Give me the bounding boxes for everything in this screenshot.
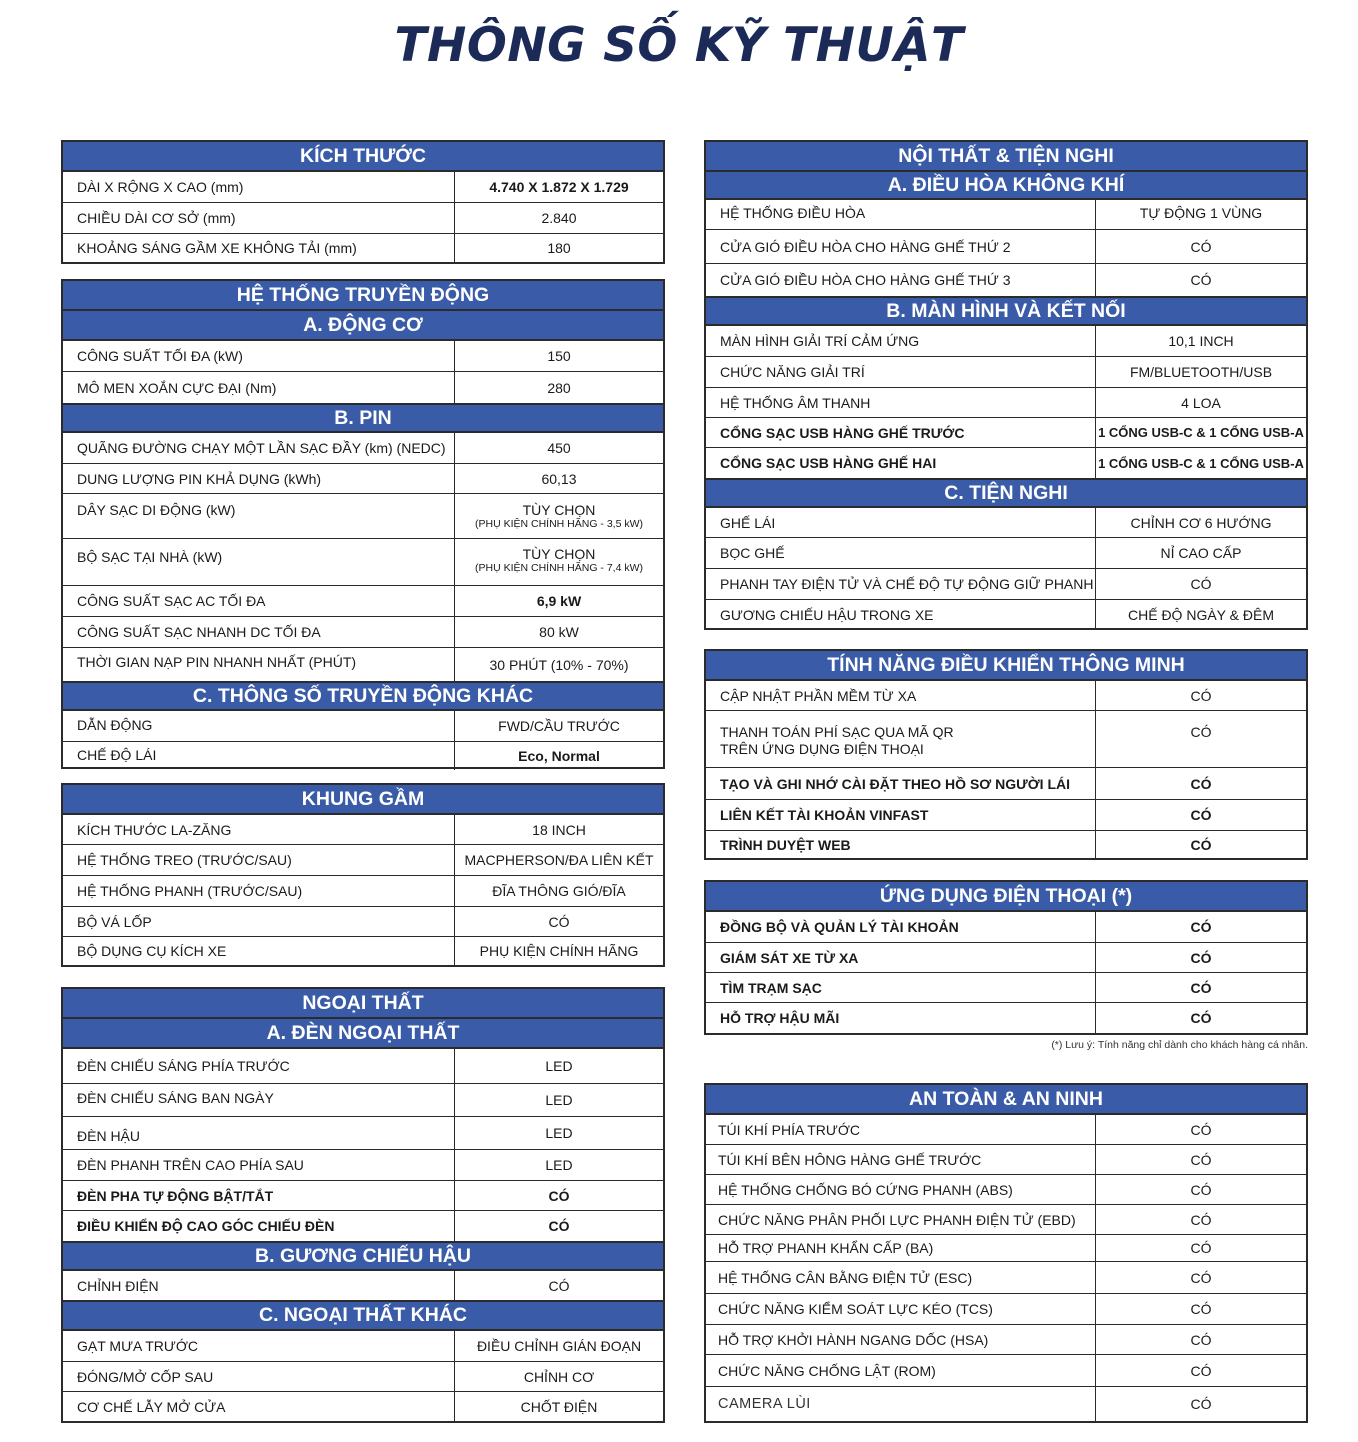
row-label: KHOẢNG SÁNG GẦM XE KHÔNG TẢI (mm) [63,234,455,262]
row-label: CHẾ ĐỘ LÁI [63,742,455,770]
table-row [706,388,1306,418]
smart-control-table [704,649,1308,860]
row-label: HỆ THỐNG PHANH (TRƯỚC/SAU) [63,876,455,906]
row-value: CÓ [1190,1240,1212,1256]
exterior-table [61,987,665,1423]
dimensions-table [61,140,665,264]
row-value: 80 kW [539,624,579,640]
row-label: ĐÈN PHA TỰ ĐỘNG BẬT/TẮT [63,1181,455,1210]
table-row [63,648,663,681]
table-row [706,1175,1306,1205]
table-row [63,1150,663,1181]
row-label: CHỨC NĂNG GIẢI TRÍ [706,357,1096,387]
row-value: 450 [547,440,571,456]
table-row [706,800,1306,831]
row-label: CỔNG SẠC USB HÀNG GHẾ HAI [706,448,1096,478]
section-header: KÍCH THƯỚC [63,142,663,172]
table-row [63,1181,663,1211]
row-value: CÓ [1190,1331,1212,1348]
page-title: THÔNG SỐ KỸ THUẬT [394,18,964,73]
table-row [706,538,1306,569]
subsection-header: B. MÀN HÌNH VÀ KẾT NỐI [706,296,1306,326]
row-label: PHANH TAY ĐIỆN TỬ VÀ CHẾ ĐỘ TỰ ĐỘNG GIỮ PHANH [706,569,1096,599]
row-value: CÓ [1190,919,1212,935]
table-row [706,600,1306,629]
row-value: FWD/CẦU TRƯỚC [498,718,620,734]
table-row [63,586,663,617]
row-value: CÓ [1190,687,1212,704]
row-value: CÓ [1190,1396,1212,1412]
row-label: CÔNG SUẤT SẠC NHANH DC TỐI ĐA [63,617,455,647]
table-row [63,539,663,586]
row-value: 60,13 [541,470,577,487]
row-value: 150 [547,348,571,364]
row-value: LED [545,1092,573,1108]
table-row [63,617,663,648]
row-label: TÚI KHÍ PHÍA TRƯỚC [706,1115,1096,1144]
subsection-header: C. TIỆN NGHI [706,478,1306,508]
row-label: DUNG LƯỢNG PIN KHẢ DỤNG (kWh) [63,464,455,493]
row-label: BỘ SẠC TẠI NHÀ (kW) [63,539,455,585]
row-value: CHẾ ĐỘ NGÀY & ĐÊM [1128,606,1274,623]
row-value [455,494,663,538]
row-value: CÓ [1190,1151,1212,1168]
table-row [706,768,1306,800]
row-label: HỖ TRỢ HẬU MÃI [706,1003,1096,1033]
row-label: CHỨC NĂNG CHỐNG LẬT (ROM) [706,1355,1096,1386]
footnote: (*) Lưu ý: Tính năng chỉ dành cho khách hàng cá nhân. [1051,1039,1308,1051]
value-note: (PHỤ KIỆN CHÍNH HÃNG - 7,4 kW) [474,562,643,574]
row-label: GIÁM SÁT XE TỪ XA [706,943,1096,972]
row-value: CÓ [1190,1181,1212,1198]
row-label: CÔNG SUẤT SẠC AC TỐI ĐA [63,586,455,616]
subsection-header: B. PIN [63,403,663,433]
section-header: NGOẠI THẤT [63,989,663,1019]
row-value: LED [545,1125,573,1141]
row-label: ĐỒNG BỘ VÀ QUẢN LÝ TÀI KHOẢN [706,912,1096,942]
table-row [63,1049,663,1084]
section-header: ỨNG DỤNG ĐIỆN THOẠI (*) [706,882,1306,912]
row-value: 10,1 INCH [1168,333,1234,349]
row-value: CHỐT ĐIỆN [520,1398,598,1415]
table-row [63,815,663,845]
row-label: HỆ THỐNG CHỐNG BÓ CỨNG PHANH (ABS) [706,1175,1096,1204]
row-value: NỈ CAO CẤP [1160,545,1242,561]
section-header: AN TOÀN & AN NINH [706,1085,1306,1115]
row-label: HỆ THỐNG ĐIỀU HÒA [706,200,1096,229]
row-label-line: TRÊN ỨNG DỤNG ĐIỆN THOẠI [720,741,924,757]
table-row [706,418,1306,448]
row-label: BỘ VÁ LỐP [63,907,455,936]
subsection-header: A. ĐÈN NGOẠI THẤT [63,1019,663,1049]
table-row [706,711,1306,768]
table-row [706,1205,1306,1235]
row-value: 1 CỔNG USB-C & 1 CỔNG USB-A [1098,455,1304,471]
row-label: CHỨC NĂNG KIỂM SOÁT LỰC KÉO (TCS) [706,1294,1096,1324]
row-label: TRÌNH DUYỆT WEB [706,831,1096,859]
row-value: CÓ [548,1187,570,1204]
row-value: ĐĨA THÔNG GIÓ/ĐĨA [492,883,626,899]
row-value: 4 LOA [1181,394,1221,411]
table-row [63,1117,663,1150]
table-row [63,494,663,539]
row-label: QUÃNG ĐƯỜNG CHẠY MỘT LẦN SẠC ĐẦY (km) (NEDC) [63,433,455,463]
table-row [706,681,1306,711]
row-value: 4.740 X 1.872 X 1.729 [489,179,629,195]
row-label: CHỈNH ĐIỆN [63,1271,455,1300]
row-value: Eco, Normal [518,748,600,764]
row-value: CÓ [1190,1010,1212,1026]
row-value: LED [545,1157,573,1173]
row-value: CÓ [548,1277,570,1294]
table-row [63,937,663,965]
table-row [706,200,1306,230]
row-label: THỜI GIAN NẠP PIN NHANH NHẤT (PHÚT) [63,648,455,681]
row-label: BỌC GHẾ [706,538,1096,568]
row-value: CÓ [1190,1301,1212,1317]
row-label: CÔNG SUẤT TỐI ĐA (kW) [63,341,455,371]
row-label: ĐÈN CHIẾU SÁNG PHÍA TRƯỚC [63,1049,455,1083]
subsection-header: C. THÔNG SỐ TRUYỀN ĐỘNG KHÁC [63,681,663,711]
subsection-header: B. GƯƠNG CHIẾU HẬU [63,1241,663,1271]
row-value [455,539,663,585]
table-row [63,1084,663,1117]
table-row [63,1271,663,1300]
table-row [706,264,1306,296]
row-label: DẪN ĐỘNG [63,711,455,741]
row-label: ĐÈN HẬU [63,1117,455,1149]
row-value: FM/BLUETOOTH/USB [1129,364,1273,380]
row-label: LIÊN KẾT TÀI KHOẢN VINFAST [706,800,1096,830]
mobile-app-table [704,880,1308,1035]
row-label: KÍCH THƯỚC LA-ZĂNG [63,815,455,844]
value-note: (PHỤ KIỆN CHÍNH HÃNG - 3,5 kW) [474,518,643,530]
subsection-header: A. ĐIỀU HÒA KHÔNG KHÍ [706,172,1306,200]
table-row [63,711,663,742]
row-label: TẠO VÀ GHI NHỚ CÀI ĐẶT THEO HỒ SƠ NGƯỜI LÁI [706,768,1096,799]
row-value: LED [545,1058,573,1074]
table-row [63,845,663,876]
row-label: GƯƠNG CHIẾU HẬU TRONG XE [706,600,1096,629]
row-label: CƠ CHẾ LẪY MỞ CỬA [63,1392,455,1421]
table-row [706,973,1306,1003]
row-value: CÓ [1190,1269,1212,1286]
subsection-header: C. NGOẠI THẤT KHÁC [63,1300,663,1331]
row-label: ĐÈN PHANH TRÊN CAO PHÍA SAU [63,1150,455,1180]
table-row [706,569,1306,600]
row-label: CỬA GIÓ ĐIỀU HÒA CHO HÀNG GHẾ THỨ 3 [706,264,1096,296]
row-label: DÂY SẠC DI ĐỘNG (kW) [63,494,455,538]
value-main: TÙY CHỌN [522,502,596,518]
row-label: MÀN HÌNH GIẢI TRÍ CẢM ỨNG [706,326,1096,356]
table-row [706,1145,1306,1175]
table-row [63,907,663,937]
row-label: CAMERA LÙI [706,1387,1096,1421]
table-row [706,943,1306,973]
section-header: TÍNH NĂNG ĐIỀU KHIỂN THÔNG MINH [706,651,1306,681]
table-row [706,508,1306,538]
row-label: GẠT MƯA TRƯỚC [63,1331,455,1361]
table-row [706,1294,1306,1325]
row-value: 18 INCH [532,821,586,838]
row-value: CHỈNH CƠ [523,1368,595,1385]
row-value: CÓ [548,913,570,930]
table-row [63,1211,663,1241]
table-row [63,203,663,234]
row-value: CHỈNH CƠ 6 HƯỚNG [1130,514,1272,531]
row-value: MACPHERSON/ĐA LIÊN KẾT [464,852,654,868]
section-header: HỆ THỐNG TRUYỀN ĐỘNG [63,281,663,311]
row-label: ĐIỀU KHIỂN ĐỘ CAO GÓC CHIẾU ĐÈN [63,1211,455,1241]
row-value: 30 PHÚT (10% - 70%) [489,656,629,673]
row-value: 1 CỔNG USB-C & 1 CỔNG USB-A [1098,425,1304,440]
table-row [706,1262,1306,1294]
row-label: TÌM TRẠM SẠC [706,973,1096,1002]
row-value: CÓ [1190,238,1212,255]
table-row [706,1003,1306,1033]
row-label [706,711,1096,767]
table-row [706,230,1306,264]
row-label: TÚI KHÍ BÊN HÔNG HÀNG GHẾ TRƯỚC [706,1145,1096,1174]
row-label: BỘ DỤNG CỤ KÍCH XE [63,937,455,965]
powertrain-table [61,279,665,769]
safety-table [704,1083,1308,1423]
row-value: 180 [547,240,571,256]
row-label-line: THANH TOÁN PHÍ SẠC QUA MÃ QR [720,724,954,740]
table-row [706,1115,1306,1145]
value-main: TÙY CHỌN [522,546,596,562]
chassis-table [61,783,665,967]
row-value: CÓ [1190,272,1212,288]
row-value: CÓ [1190,979,1212,996]
table-row [706,448,1306,478]
row-label: MÔ MEN XOẮN CỰC ĐẠI (Nm) [63,372,455,403]
table-row [706,326,1306,357]
section-header: KHUNG GẦM [63,785,663,815]
row-value: CÓ [1190,949,1212,966]
row-label: CẬP NHẬT PHẦN MỀM TỪ XA [706,681,1096,710]
row-label: CỬA GIÓ ĐIỀU HÒA CHO HÀNG GHẾ THỨ 2 [706,230,1096,263]
row-value: CÓ [1190,1211,1212,1228]
table-row [63,1362,663,1392]
row-label: HỖ TRỢ KHỞI HÀNH NGANG DỐC (HSA) [706,1325,1096,1354]
row-label: ĐÓNG/MỞ CỐP SAU [63,1362,455,1391]
table-row [706,831,1306,859]
interior-table [704,140,1308,630]
row-label: CHIỀU DÀI CƠ SỞ (mm) [63,203,455,233]
row-label: GHẾ LÁI [706,508,1096,537]
row-value: CÓ [1190,576,1212,592]
row-label: CỔNG SẠC USB HÀNG GHẾ TRƯỚC [706,418,1096,447]
table-row [63,1331,663,1362]
row-label: HỆ THỐNG CÂN BẰNG ĐIỆN TỬ (ESC) [706,1262,1096,1293]
row-label: HỆ THỐNG ÂM THANH [706,388,1096,417]
row-value: CÓ [548,1218,570,1234]
row-label: ĐÈN CHIẾU SÁNG BAN NGÀY [63,1084,455,1116]
row-label: DÀI X RỘNG X CAO (mm) [63,172,455,202]
row-value: TỰ ĐỘNG 1 VÙNG [1139,205,1263,221]
table-row [706,1325,1306,1355]
table-row [706,1355,1306,1387]
row-value: 280 [547,379,571,396]
table-row [63,172,663,203]
table-row [63,433,663,464]
row-value: 2.840 [541,210,577,226]
section-header: NỘI THẤT & TIỆN NGHI [706,142,1306,172]
row-value: PHỤ KIỆN CHÍNH HÃNG [479,943,639,959]
table-row [63,464,663,494]
row-label: CHỨC NĂNG PHÂN PHỐI LỰC PHANH ĐIỆN TỬ (EBD) [706,1205,1096,1234]
table-row [706,1235,1306,1262]
row-value: CÓ [1190,837,1212,853]
row-label: HỆ THỐNG TREO (TRƯỚC/SAU) [63,845,455,875]
row-value: CÓ [1190,775,1212,792]
row-value: 6,9 kW [536,593,582,609]
table-row [63,372,663,403]
table-row [63,234,663,262]
table-row [63,742,663,770]
row-label: HỖ TRỢ PHANH KHẨN CẤP (BA) [706,1235,1096,1261]
table-row [706,1387,1306,1421]
row-value: ĐIỀU CHỈNH GIÁN ĐOẠN [476,1338,642,1354]
table-row [706,912,1306,943]
row-value: CÓ [1190,1362,1212,1379]
table-row [706,357,1306,388]
row-value: CÓ [1190,1121,1212,1138]
subsection-header: A. ĐỘNG CƠ [63,311,663,341]
table-row [63,1392,663,1421]
row-value: CÓ [1190,724,1212,740]
row-value: CÓ [1190,807,1212,823]
table-row [63,876,663,907]
table-row [63,341,663,372]
